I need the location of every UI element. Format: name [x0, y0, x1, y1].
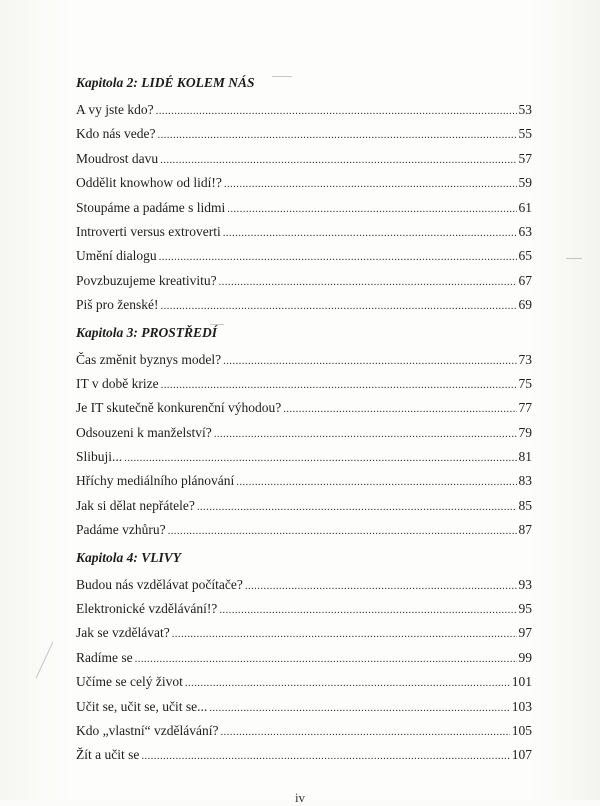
- entry-title: IT v době krize: [76, 375, 159, 391]
- toc-entry: [76, 269, 532, 293]
- chapter-heading: Kapitola 2: LIDÉ KOLEM NÁS: [76, 75, 255, 90]
- chapter-heading: Kapitola 3: PROSTŘEDÍ: [76, 324, 218, 340]
- toc-entry: [76, 98, 532, 122]
- entry-title: Čas změnit byznys model?: [76, 351, 222, 367]
- toc-entry: [76, 220, 532, 244]
- entry-page-number: 75: [518, 375, 532, 391]
- page-folio: iv: [294, 790, 306, 805]
- dot-leader: [168, 519, 517, 543]
- toc-entry: [76, 372, 532, 396]
- toc-entry: [76, 719, 532, 743]
- entry-title: Oddělit knowhow od lidí!?: [76, 175, 222, 191]
- entry-page-number: 65: [518, 248, 532, 264]
- toc-entry: [76, 469, 532, 493]
- toc-entry: [76, 494, 532, 518]
- entry-page-number: 55: [518, 126, 532, 142]
- dot-leader: [141, 744, 509, 768]
- entry-title: Je IT skutečně konkurenční výhodou?: [76, 400, 282, 416]
- toc-entry: [76, 421, 532, 445]
- chapter-section: [76, 323, 532, 543]
- entry-page-number: 97: [518, 625, 532, 641]
- dot-leader: [157, 123, 516, 147]
- dot-leader: [227, 197, 516, 221]
- dot-leader: [236, 470, 516, 494]
- dot-leader: [135, 647, 517, 671]
- toc-entry: [76, 244, 532, 268]
- entry-title: Odsouzeni k manželství?: [76, 424, 212, 440]
- toc-entry: [76, 573, 532, 597]
- toc-entry: [76, 646, 532, 670]
- toc-entry: [76, 621, 532, 645]
- dot-leader: [160, 294, 516, 318]
- entry-title: Kdo nás vede?: [76, 126, 156, 142]
- dot-leader: [185, 671, 510, 695]
- dot-leader: [124, 446, 516, 470]
- entry-title: Radíme se: [76, 649, 133, 665]
- entry-title: Padáme vzhůru?: [76, 522, 166, 538]
- dot-leader: [156, 99, 517, 123]
- entry-page-number: 81: [518, 449, 532, 465]
- entry-title: Slibuji...: [76, 449, 123, 465]
- entry-title: Jak se vzdělávat?: [76, 625, 170, 641]
- entry-page-number: 61: [518, 199, 532, 215]
- entry-title: Jak si dělat nepřátele?: [76, 497, 195, 513]
- toc-entry: [76, 670, 532, 694]
- entry-title: Introverti versus extroverti: [76, 223, 221, 239]
- entry-list: [76, 98, 532, 318]
- scan-smudge: [36, 642, 54, 679]
- chapter-section: [76, 73, 532, 318]
- toc-entry: [76, 445, 532, 469]
- entry-page-number: 53: [518, 102, 532, 117]
- toc-entry: [76, 396, 532, 420]
- chapter-section: [76, 548, 532, 768]
- entry-page-number: 107: [511, 747, 532, 763]
- toc-entry: [76, 597, 532, 621]
- entry-title: Budou nás vzdělávat počítače?: [76, 576, 243, 592]
- toc-entry: [76, 743, 532, 767]
- chapter-heading: Kapitola 4: VLIVY: [76, 549, 182, 565]
- entry-page-number: 73: [518, 351, 532, 367]
- entry-list: [76, 348, 532, 543]
- dot-leader: [219, 270, 517, 294]
- entry-title: Kdo „vlastní“ vzdělávání?: [76, 722, 219, 738]
- entry-title: Povzbuzujeme kreativitu?: [76, 272, 217, 288]
- entry-page-number: 79: [518, 424, 532, 440]
- dot-leader: [245, 574, 517, 598]
- toc-entry: [76, 695, 532, 719]
- dot-leader: [159, 245, 517, 269]
- toc-entry: [76, 518, 532, 542]
- entry-title: Elektronické vzdělávání!?: [76, 601, 218, 617]
- entry-page-number: 87: [518, 522, 532, 538]
- entry-page-number: 69: [518, 297, 532, 313]
- dot-leader: [209, 696, 510, 720]
- dot-leader: [160, 148, 516, 172]
- entry-title: Moudrost davu: [76, 150, 159, 166]
- entry-title: Piš pro ženské!: [76, 297, 159, 313]
- entry-title: Umění dialogu: [76, 248, 157, 264]
- entry-page-number: 105: [511, 722, 532, 738]
- toc-entry: [76, 196, 532, 220]
- entry-page-number: 77: [518, 400, 532, 416]
- entry-title: Stoupáme a padáme s lidmi: [76, 199, 226, 215]
- toc-entry: [76, 348, 532, 372]
- toc-entry: [76, 122, 532, 146]
- table-of-contents: [76, 73, 532, 768]
- dot-leader: [224, 172, 517, 196]
- entry-title: Hříchy mediálního plánování: [76, 473, 235, 489]
- entry-page-number: 67: [518, 272, 532, 288]
- entry-page-number: 95: [518, 601, 532, 617]
- entry-page-number: 83: [518, 473, 532, 489]
- entry-page-number: 93: [518, 576, 532, 592]
- entry-title: Učíme se celý život: [76, 674, 183, 690]
- entry-title: Učit se, učit se, učit se...: [76, 698, 208, 714]
- entry-page-number: 99: [518, 649, 532, 665]
- dot-leader: [223, 349, 516, 373]
- entry-title: A vy jste kdo?: [76, 102, 154, 117]
- toc-entry: [76, 171, 532, 195]
- dot-leader: [219, 598, 516, 622]
- dot-leader: [220, 720, 509, 744]
- dot-leader: [172, 622, 517, 646]
- entry-page-number: 63: [518, 223, 532, 239]
- entry-page-number: 85: [518, 497, 532, 513]
- entry-list: [76, 573, 532, 768]
- dot-leader: [283, 397, 516, 421]
- entry-page-number: 103: [511, 698, 532, 714]
- dot-leader: [214, 422, 517, 446]
- dot-leader: [197, 495, 517, 519]
- entry-page-number: 101: [511, 674, 532, 690]
- toc-entry: [76, 293, 532, 317]
- dot-leader: [161, 373, 517, 397]
- toc-entry: [76, 147, 532, 171]
- dot-leader: [223, 221, 517, 245]
- entry-page-number: 57: [518, 150, 532, 166]
- scan-smudge: [566, 258, 582, 259]
- entry-page-number: 59: [518, 175, 532, 191]
- entry-title: Žít a učit se: [76, 747, 140, 763]
